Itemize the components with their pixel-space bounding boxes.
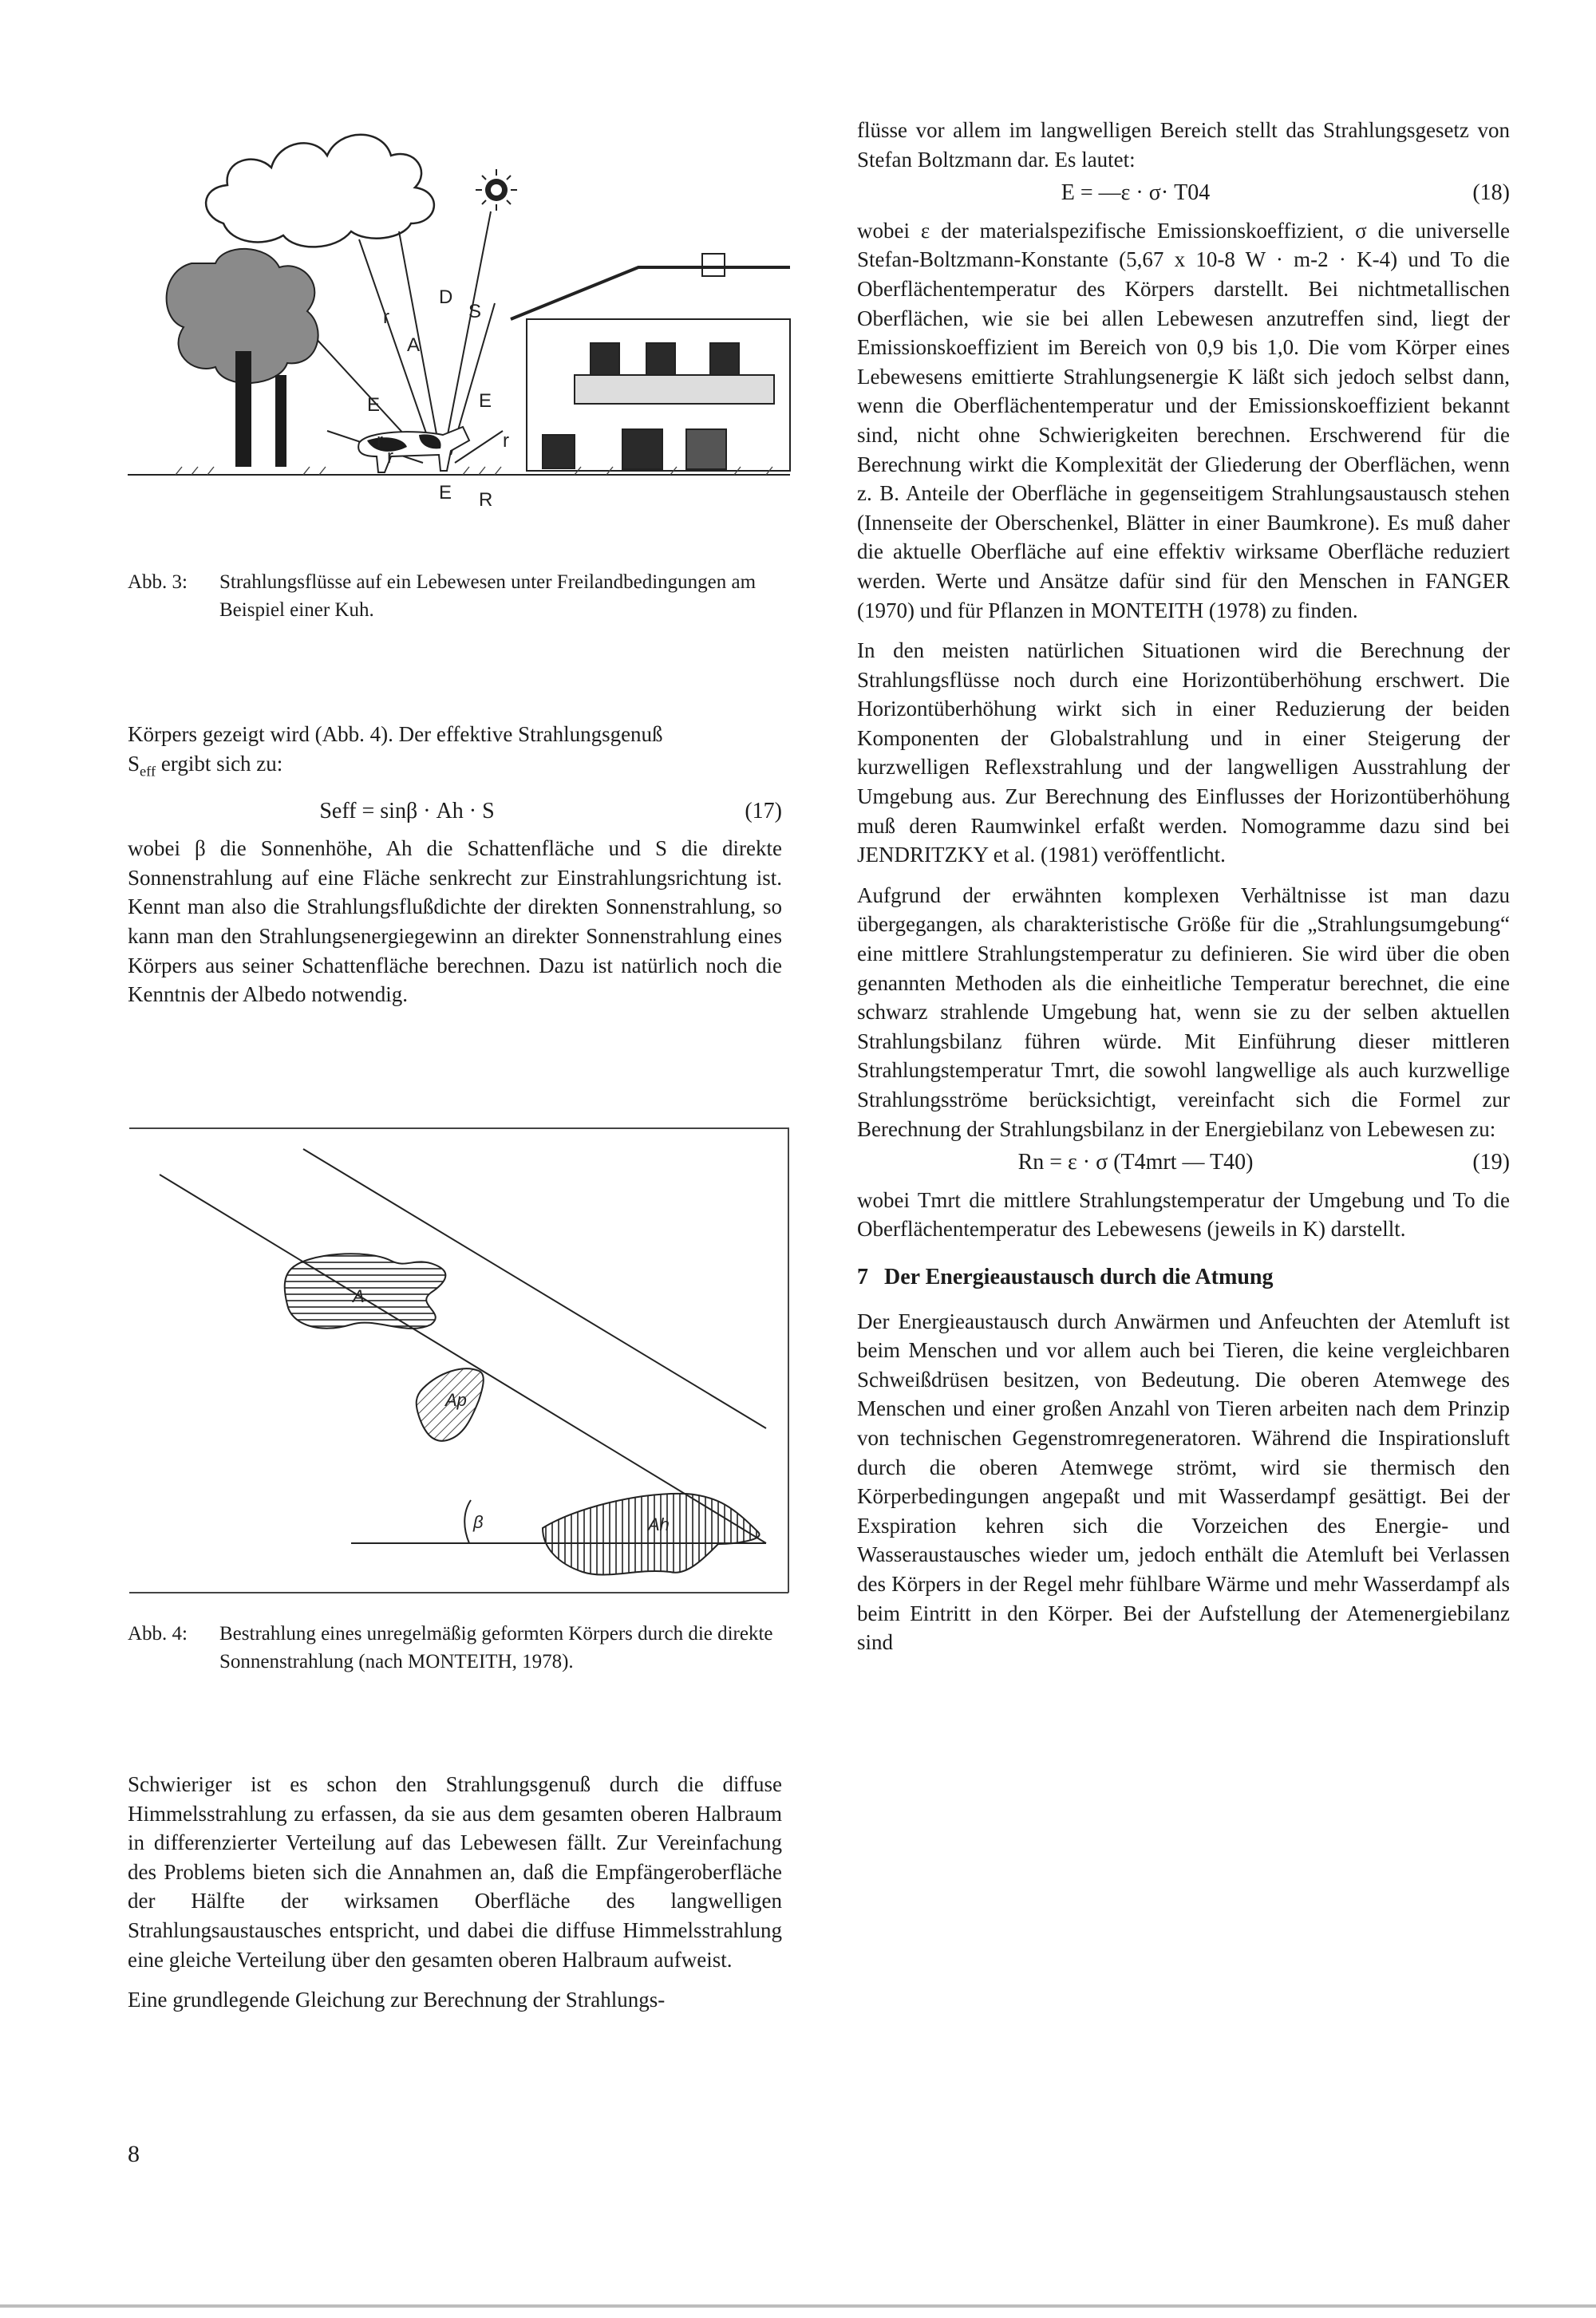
figure-3-caption-label: Abb. 3: (128, 571, 188, 593)
figure-4-caption-text: Bestrahlung eines unregelmäßig geformten Körpers durch die direkte Sonnenstrahlung (nach MONTEITH, 1978). (219, 1623, 773, 1672)
section-title: Der Energieaustausch durch die Atmung (884, 1264, 1274, 1289)
section-heading (857, 1263, 1510, 1293)
equation-19-expression: Rn = ε · σ (T4mrt — T40) (1017, 1150, 1254, 1175)
label-beta: β (473, 1512, 484, 1532)
label-a-shadow: A (353, 1286, 365, 1306)
figure-3-caption (128, 568, 778, 624)
section-number: 7 (857, 1264, 868, 1289)
figure-3-illustration (128, 112, 798, 559)
right-paragraph-1: flüsse vor allem im langwelligen Bereich stellt das Strahlungsgesetz von Stefan Boltzmann dar. Es lautet: (857, 118, 1510, 172)
label-s: S (468, 301, 482, 322)
sun-icon (476, 169, 517, 211)
label-ap: Ap (445, 1390, 467, 1410)
equation-17 (128, 797, 782, 827)
equation-18-expression: E = —ε · σ· T04 (1061, 180, 1211, 206)
label-ah: Ah (648, 1514, 670, 1534)
beam-lines (160, 1149, 766, 1543)
label-a: A (407, 334, 421, 356)
label-r-2: r (377, 430, 383, 452)
right-column (857, 116, 1510, 1668)
label-r-4: r (387, 446, 393, 468)
shape-a (285, 1254, 446, 1329)
scan-edge-line (0, 2304, 1596, 2308)
left-paragraph-1b: $S_{eff}$ ergibt sich zu: (128, 751, 283, 779)
figure-4-diagram (128, 1125, 790, 1596)
equation-19-number: (19) (1472, 1150, 1510, 1175)
label-r-3: r (503, 430, 509, 452)
left-paragraph-2: wobei β die Sonnenhöhe, Ah die Schattenfläche und S die direkte Sonnenstrahlung auf eine Fläche senkrecht zur Einstrahlungsrichtung ist. Kennt man also die Strahlungsflußdichte der direkten Sonnenstrahlung, so kann man den Strahlungsenergiegewinn an direkter Sonnenstrahlung eines Körpers aus seiner Schattenfläche berechnen. Dazu ist natürlich noch die Kenntnis der Albedo notwendig. (128, 836, 782, 1007)
left-paragraph-4: Eine grundlegende Gleichung zur Berechnung der Strahlungs- (128, 1988, 666, 2012)
equation-17-number: (17) (745, 798, 782, 823)
right-paragraph-5: wobei Tmrt die mittlere Strahlungstemperatur der Umgebung und To die Oberflächentemperatur des Lebewesens (jeweils in K) darstellt. (857, 1187, 1510, 1242)
page-number: 8 (128, 2141, 140, 2167)
figure-4-caption (128, 1620, 778, 1676)
right-paragraph-3: In den meisten natürlichen Situationen wird die Berechnung der Strahlungsflüsse noch durch eine Horizontüberhöhung erschwert. Die Horizontüberhöhung wirkt sich in einer Reduzierung der beiden Komponenten der Globalstrahlung und in einer Steigerung der kurzwelligen Reflexstrahlung und der langwelligen Ausstrahlung der Umgebung aus. Zur Berechnung des Einflusses der Horizontüberhöhung muß deren Raumwinkel erfaßt werden. Nomogramme dazu sind bei JENDRITZKY et al. (1981) veröffentlicht. (857, 638, 1510, 867)
right-paragraph-2: wobei ε der materialspezifische Emissionskoeffizient, σ die universelle Stefan-Boltzmann-Konstante (5,67 x 10-8 W · m-2 · K-4) und To die Oberflächentemperatur des Körpers darstellt. Bei nichtmetallischen Oberflächen, wie sie bei allen Lebewesen anzutreffen sind, liegt der Emissionskoeffizient im Bereich von 0,9 bis 1,0. Die vom Körper eines Lebewesens emittierte Strahlungsenergie K läßt sich jedoch selbst dann, wenn die Oberflächentemperatur und der Emissionskoeffizient bekannt sind, nicht ohne Schwierigkeiten berechnen. Erschwerend für die Berechnung wirkt die Komplexität der Gliederung der Oberflächen, wenn z. B. Anteile der Oberfläche in gegenseitigem Strahlungsaustausch stehen (Innenseite der Oberschenkel, Blätter in einer Baumkrone). Es muß daher die aktuelle Oberfläche auf eine effektiv wirksame Oberfläche reduziert werden. Werte und Ansätze dafür sind für den Menschen in FANGER (1970) und für Pflanzen in MONTEITH (1978) zu finden. (857, 218, 1510, 622)
cloud-shape (206, 135, 434, 247)
right-paragraph-4: Aufgrund der erwähnten komplexen Verhältnisse ist man dazu übergegangen, als charakteristische Größe für die „Strahlungsumgebung“ eine mittlere Strahlungstemperatur zu definieren. Sie wird über die oben genannten Methoden als die einheitliche Temperatur berechnet, die eine schwarz strahlende Umgebung hat, wenn sie zu der selben aktuellen Strahlungsbilanz führen würde. Mit Einführung dieser mittleren Strahlungstemperatur Tmrt, die sowohl langwellige als auch kurzwellige Strahlungsströme berücksichtigt, vereinfacht sich die Formel zur Berechnung der Strahlungsbilanz in der Energiebilanz von Lebewesen zu: (857, 883, 1510, 1141)
left-paragraph-1: Körpers gezeigt wird (Abb. 4). Der effektive Strahlungsgenuß (128, 722, 663, 746)
tree-drawing (167, 249, 318, 467)
equation-17-expression: Seff = sinβ · Ah · S (319, 798, 495, 823)
house-drawing (511, 254, 790, 471)
radiation-rays (287, 211, 503, 463)
cow-drawing (358, 427, 469, 472)
equation-19 (857, 1148, 1510, 1178)
beta-angle-arc (464, 1500, 471, 1543)
right-paragraph-6: Der Energieaustausch durch Anwärmen und Anfeuchten der Atemluft ist beim Menschen und vor allem auch bei Tieren, die keine vergleichbaren Schweißdrüsen besitzen, von Bedeutung. Die oberen Atemwege des Menschen und einer großen Anzahl von Tieren arbeiten nach dem Prinzip von technischen Gegenstromregeneratoren. Während die Inspirationsluft durch die oberen Atemwege strömt, wird sie thermisch den Körperbedingungen angepaßt und mit Wasserdampf gesättigt. Bei der Exspiration kehren sich die Vorzeichen des Energie- und Wasseraustausches wieder um, jedoch enthält die Atemluft bei Verlassen des Körpers in der Regel mehr fühlbare Wärme und mehr Wasserdampf als beim Eintritt in den Körper. Bei der Aufstellung der Atemenergiebilanz sind (857, 1309, 1510, 1655)
label-big-r: R (479, 489, 493, 511)
left-column-lower (128, 1770, 782, 2026)
left-column-upper (128, 720, 782, 1021)
left-paragraph-3: Schwieriger ist es schon den Strahlungsgenuß durch die diffuse Himmelsstrahlung zu erfassen, da sie aus dem gesamten oberen Halbraum in differenzierter Verteilung auf das Lebewesen fällt. Zur Vereinfachung des Problems bieten sich die Annahmen an, daß die Empfängeroberfläche der Hälfte der wirksamen Oberfläche des langwelligen Strahlungsaustausches entspricht, und dabei die diffuse Himmelsstrahlung eine gleiche Verteilung über den gesamten oberen Halbraum aufweist. (128, 1772, 782, 1972)
label-e-ground: E (439, 482, 452, 503)
figure-4-caption-label: Abb. 4: (128, 1623, 188, 1645)
label-d: D (439, 286, 453, 308)
equation-18-number: (18) (1472, 180, 1510, 206)
equation-18 (857, 179, 1510, 208)
label-e-sky: E (367, 394, 381, 416)
label-r-1: r (383, 306, 389, 328)
figure-3-caption-text: Strahlungsflüsse auf ein Lebewesen unter Freilandbedingungen am Beispiel einer Kuh. (219, 571, 757, 621)
label-e-house: E (479, 390, 492, 412)
